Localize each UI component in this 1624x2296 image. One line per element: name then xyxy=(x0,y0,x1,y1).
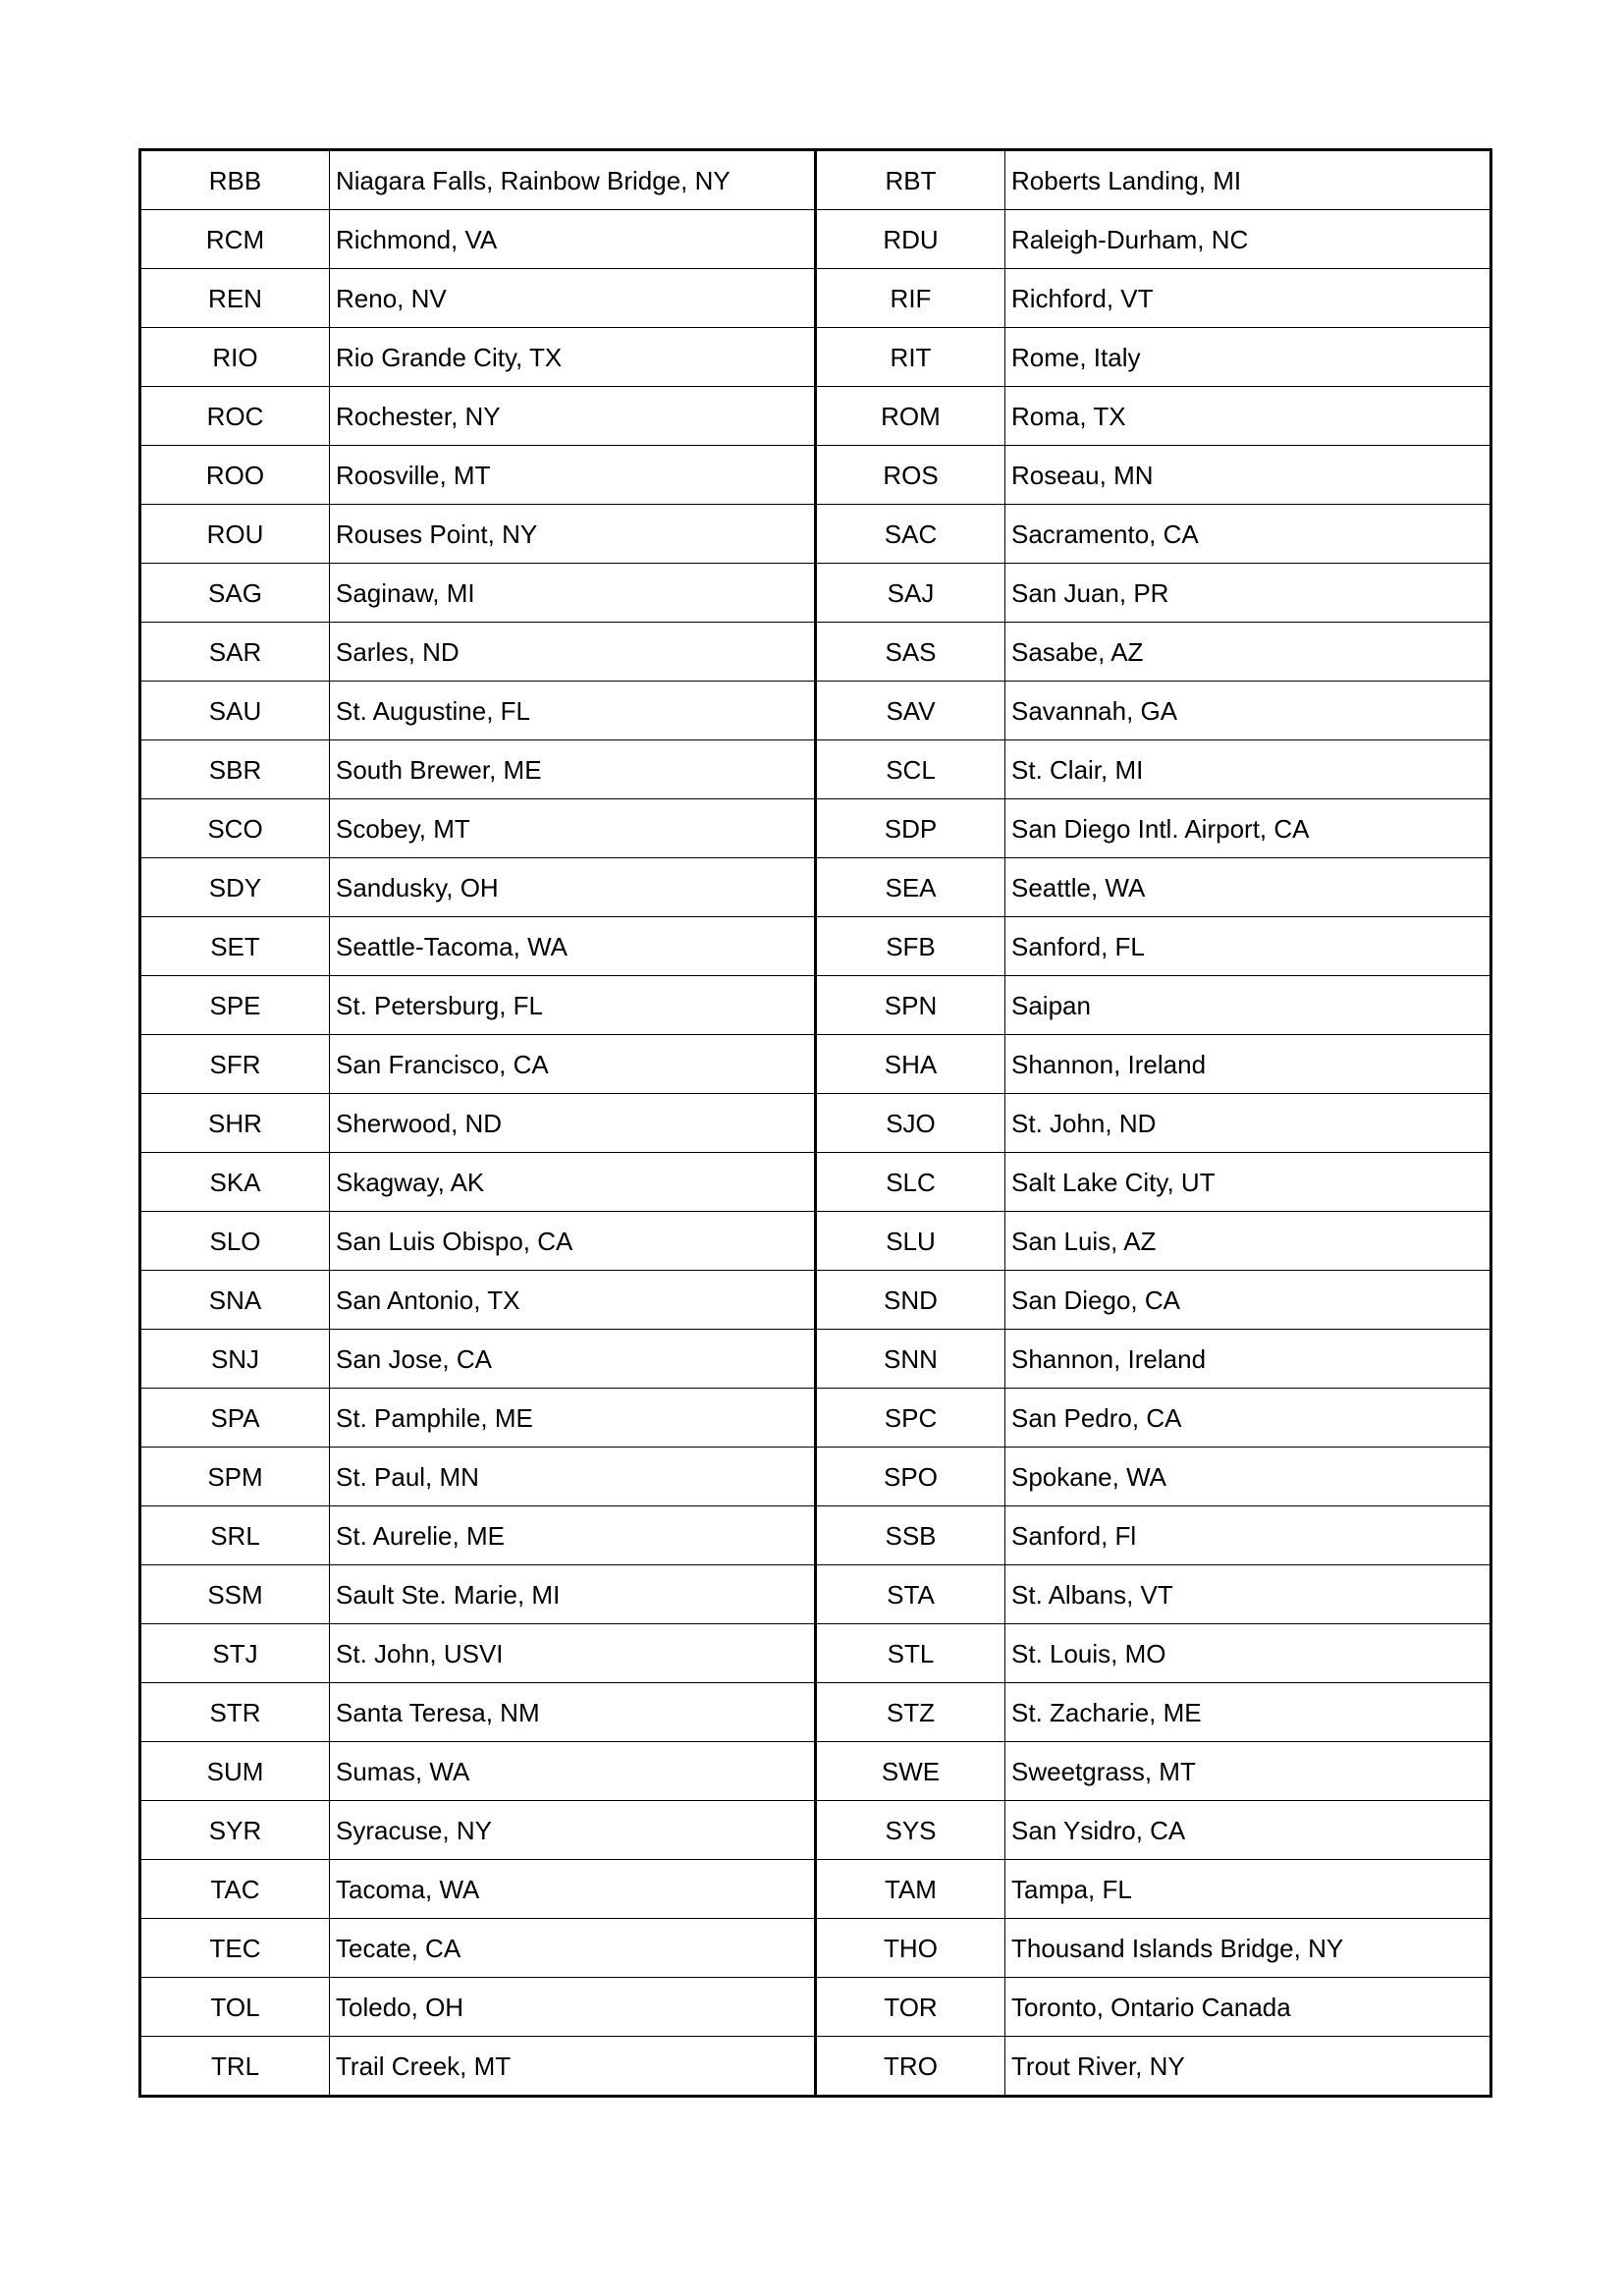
port-code-cell: SSM xyxy=(140,1565,330,1624)
port-code-table xyxy=(138,148,1492,2098)
port-code-cell: SBR xyxy=(140,740,330,799)
table-row xyxy=(140,1624,1491,1683)
table-row xyxy=(140,858,1491,917)
table-row xyxy=(140,1035,1491,1094)
port-name-cell: Thousand Islands Bridge, NY xyxy=(1005,1919,1491,1978)
table-row xyxy=(140,150,1491,210)
table-row xyxy=(140,1742,1491,1801)
port-code-cell: SFB xyxy=(816,917,1005,976)
port-name-cell: Spokane, WA xyxy=(1005,1448,1491,1506)
port-name-cell: Trail Creek, MT xyxy=(330,2037,816,2097)
port-name-cell: Shannon, Ireland xyxy=(1005,1330,1491,1389)
table-row xyxy=(140,269,1491,328)
port-name-cell: Syracuse, NY xyxy=(330,1801,816,1860)
table-row xyxy=(140,917,1491,976)
port-name-cell: Salt Lake City, UT xyxy=(1005,1153,1491,1212)
port-name-cell: Santa Teresa, NM xyxy=(330,1683,816,1742)
port-name-cell: Sweetgrass, MT xyxy=(1005,1742,1491,1801)
port-name-cell: Sacramento, CA xyxy=(1005,505,1491,564)
port-code-cell: SRL xyxy=(140,1506,330,1565)
port-code-cell: SPE xyxy=(140,976,330,1035)
port-code-cell: SDP xyxy=(816,799,1005,858)
port-name-cell: San Pedro, CA xyxy=(1005,1389,1491,1448)
port-name-cell: Shannon, Ireland xyxy=(1005,1035,1491,1094)
port-name-cell: Rome, Italy xyxy=(1005,328,1491,387)
table-row xyxy=(140,1683,1491,1742)
port-name-cell: San Jose, CA xyxy=(330,1330,816,1389)
port-name-cell: Toledo, OH xyxy=(330,1978,816,2037)
table-row xyxy=(140,505,1491,564)
port-name-cell: San Luis, AZ xyxy=(1005,1212,1491,1271)
port-name-cell: San Luis Obispo, CA xyxy=(330,1212,816,1271)
table-row xyxy=(140,799,1491,858)
port-code-cell: TRL xyxy=(140,2037,330,2097)
port-name-cell: Seattle, WA xyxy=(1005,858,1491,917)
port-code-cell: SPO xyxy=(816,1448,1005,1506)
port-name-cell: St. Pamphile, ME xyxy=(330,1389,816,1448)
port-code-cell: STZ xyxy=(816,1683,1005,1742)
port-name-cell: St. John, ND xyxy=(1005,1094,1491,1153)
port-name-cell: St. Zacharie, ME xyxy=(1005,1683,1491,1742)
port-code-cell: TAC xyxy=(140,1860,330,1919)
port-name-cell: St. Aurelie, ME xyxy=(330,1506,816,1565)
port-code-cell: SYS xyxy=(816,1801,1005,1860)
port-code-cell: SLO xyxy=(140,1212,330,1271)
port-name-cell: Rio Grande City, TX xyxy=(330,328,816,387)
port-code-cell: SHR xyxy=(140,1094,330,1153)
port-name-cell: San Juan, PR xyxy=(1005,564,1491,623)
port-code-cell: RBT xyxy=(816,150,1005,210)
port-code-cell: SCO xyxy=(140,799,330,858)
port-code-cell: RBB xyxy=(140,150,330,210)
port-name-cell: Savannah, GA xyxy=(1005,682,1491,740)
port-name-cell: St. Clair, MI xyxy=(1005,740,1491,799)
port-code-cell: SAG xyxy=(140,564,330,623)
table-row xyxy=(140,1271,1491,1330)
table-row xyxy=(140,328,1491,387)
port-code-cell: SAJ xyxy=(816,564,1005,623)
port-name-cell: Roma, TX xyxy=(1005,387,1491,446)
port-name-cell: St. Albans, VT xyxy=(1005,1565,1491,1624)
port-code-cell: SAV xyxy=(816,682,1005,740)
port-name-cell: Scobey, MT xyxy=(330,799,816,858)
table-row xyxy=(140,1389,1491,1448)
port-code-cell: RCM xyxy=(140,210,330,269)
port-name-cell: Rouses Point, NY xyxy=(330,505,816,564)
port-code-cell: SAS xyxy=(816,623,1005,682)
table-row xyxy=(140,623,1491,682)
port-code-cell: TAM xyxy=(816,1860,1005,1919)
port-code-cell: SLU xyxy=(816,1212,1005,1271)
port-name-cell: Rochester, NY xyxy=(330,387,816,446)
port-name-cell: Sherwood, ND xyxy=(330,1094,816,1153)
port-name-cell: San Francisco, CA xyxy=(330,1035,816,1094)
port-code-cell: TOL xyxy=(140,1978,330,2037)
table-row xyxy=(140,210,1491,269)
port-name-cell: Roosville, MT xyxy=(330,446,816,505)
port-name-cell: Sumas, WA xyxy=(330,1742,816,1801)
port-code-cell: ROU xyxy=(140,505,330,564)
port-name-cell: Niagara Falls, Rainbow Bridge, NY xyxy=(330,150,816,210)
port-code-cell: SCL xyxy=(816,740,1005,799)
port-code-cell: SET xyxy=(140,917,330,976)
port-name-cell: Sarles, ND xyxy=(330,623,816,682)
port-name-cell: Sasabe, AZ xyxy=(1005,623,1491,682)
port-name-cell: Reno, NV xyxy=(330,269,816,328)
port-code-cell: STL xyxy=(816,1624,1005,1683)
port-name-cell: Sault Ste. Marie, MI xyxy=(330,1565,816,1624)
port-code-cell: SNN xyxy=(816,1330,1005,1389)
table-row xyxy=(140,1506,1491,1565)
port-code-cell: RIF xyxy=(816,269,1005,328)
port-name-cell: Seattle-Tacoma, WA xyxy=(330,917,816,976)
port-name-cell: St. Paul, MN xyxy=(330,1448,816,1506)
port-code-cell: SND xyxy=(816,1271,1005,1330)
port-code-cell: ROO xyxy=(140,446,330,505)
port-code-cell: STR xyxy=(140,1683,330,1742)
table-row xyxy=(140,1919,1491,1978)
port-name-cell: Saginaw, MI xyxy=(330,564,816,623)
port-name-cell: San Antonio, TX xyxy=(330,1271,816,1330)
port-name-cell: Toronto, Ontario Canada xyxy=(1005,1978,1491,2037)
port-code-cell: SPM xyxy=(140,1448,330,1506)
port-code-cell: SYR xyxy=(140,1801,330,1860)
port-code-cell: REN xyxy=(140,269,330,328)
table-row xyxy=(140,2037,1491,2097)
port-code-cell: TOR xyxy=(816,1978,1005,2037)
port-code-cell: RIO xyxy=(140,328,330,387)
port-name-cell: Sanford, Fl xyxy=(1005,1506,1491,1565)
port-code-cell: SKA xyxy=(140,1153,330,1212)
port-code-cell: SAC xyxy=(816,505,1005,564)
port-name-cell: Tacoma, WA xyxy=(330,1860,816,1919)
port-code-cell: SSB xyxy=(816,1506,1005,1565)
port-name-cell: Roseau, MN xyxy=(1005,446,1491,505)
port-name-cell: St. John, USVI xyxy=(330,1624,816,1683)
port-name-cell: Trout River, NY xyxy=(1005,2037,1491,2097)
table-row xyxy=(140,1978,1491,2037)
port-code-cell: SAR xyxy=(140,623,330,682)
port-code-cell: SPC xyxy=(816,1389,1005,1448)
port-code-cell: ROM xyxy=(816,387,1005,446)
port-code-cell: SPN xyxy=(816,976,1005,1035)
port-name-cell: Raleigh-Durham, NC xyxy=(1005,210,1491,269)
port-code-cell: RIT xyxy=(816,328,1005,387)
table-row xyxy=(140,1153,1491,1212)
table-row xyxy=(140,740,1491,799)
port-name-cell: Saipan xyxy=(1005,976,1491,1035)
port-name-cell: South Brewer, ME xyxy=(330,740,816,799)
port-code-cell: THO xyxy=(816,1919,1005,1978)
table-row xyxy=(140,1330,1491,1389)
port-name-cell: San Ysidro, CA xyxy=(1005,1801,1491,1860)
port-code-cell: SWE xyxy=(816,1742,1005,1801)
port-code-cell: RDU xyxy=(816,210,1005,269)
table-row xyxy=(140,1565,1491,1624)
port-code-cell: SNJ xyxy=(140,1330,330,1389)
port-code-cell: SPA xyxy=(140,1389,330,1448)
table-row xyxy=(140,1212,1491,1271)
port-code-cell: SLC xyxy=(816,1153,1005,1212)
port-name-cell: Sanford, FL xyxy=(1005,917,1491,976)
table-row xyxy=(140,1094,1491,1153)
port-code-cell: SAU xyxy=(140,682,330,740)
table-row xyxy=(140,1801,1491,1860)
table-row xyxy=(140,976,1491,1035)
table-row xyxy=(140,387,1491,446)
port-code-cell: ROS xyxy=(816,446,1005,505)
port-code-table-body xyxy=(140,150,1491,2097)
port-code-cell: SHA xyxy=(816,1035,1005,1094)
port-code-cell: SUM xyxy=(140,1742,330,1801)
table-row xyxy=(140,1448,1491,1506)
table-row xyxy=(140,446,1491,505)
port-name-cell: Tecate, CA xyxy=(330,1919,816,1978)
table-row xyxy=(140,564,1491,623)
port-name-cell: Skagway, AK xyxy=(330,1153,816,1212)
port-name-cell: St. Augustine, FL xyxy=(330,682,816,740)
port-code-cell: SEA xyxy=(816,858,1005,917)
port-code-cell: TEC xyxy=(140,1919,330,1978)
port-code-cell: ROC xyxy=(140,387,330,446)
port-code-cell: SNA xyxy=(140,1271,330,1330)
table-row xyxy=(140,1860,1491,1919)
port-name-cell: Richmond, VA xyxy=(330,210,816,269)
port-name-cell: Roberts Landing, MI xyxy=(1005,150,1491,210)
port-code-cell: SJO xyxy=(816,1094,1005,1153)
port-name-cell: St. Petersburg, FL xyxy=(330,976,816,1035)
port-code-cell: SFR xyxy=(140,1035,330,1094)
port-name-cell: Richford, VT xyxy=(1005,269,1491,328)
port-code-cell: TRO xyxy=(816,2037,1005,2097)
port-name-cell: Tampa, FL xyxy=(1005,1860,1491,1919)
port-code-cell: STA xyxy=(816,1565,1005,1624)
port-code-cell: STJ xyxy=(140,1624,330,1683)
table-row xyxy=(140,682,1491,740)
port-name-cell: St. Louis, MO xyxy=(1005,1624,1491,1683)
port-code-cell: SDY xyxy=(140,858,330,917)
port-name-cell: San Diego, CA xyxy=(1005,1271,1491,1330)
port-name-cell: San Diego Intl. Airport, CA xyxy=(1005,799,1491,858)
port-name-cell: Sandusky, OH xyxy=(330,858,816,917)
